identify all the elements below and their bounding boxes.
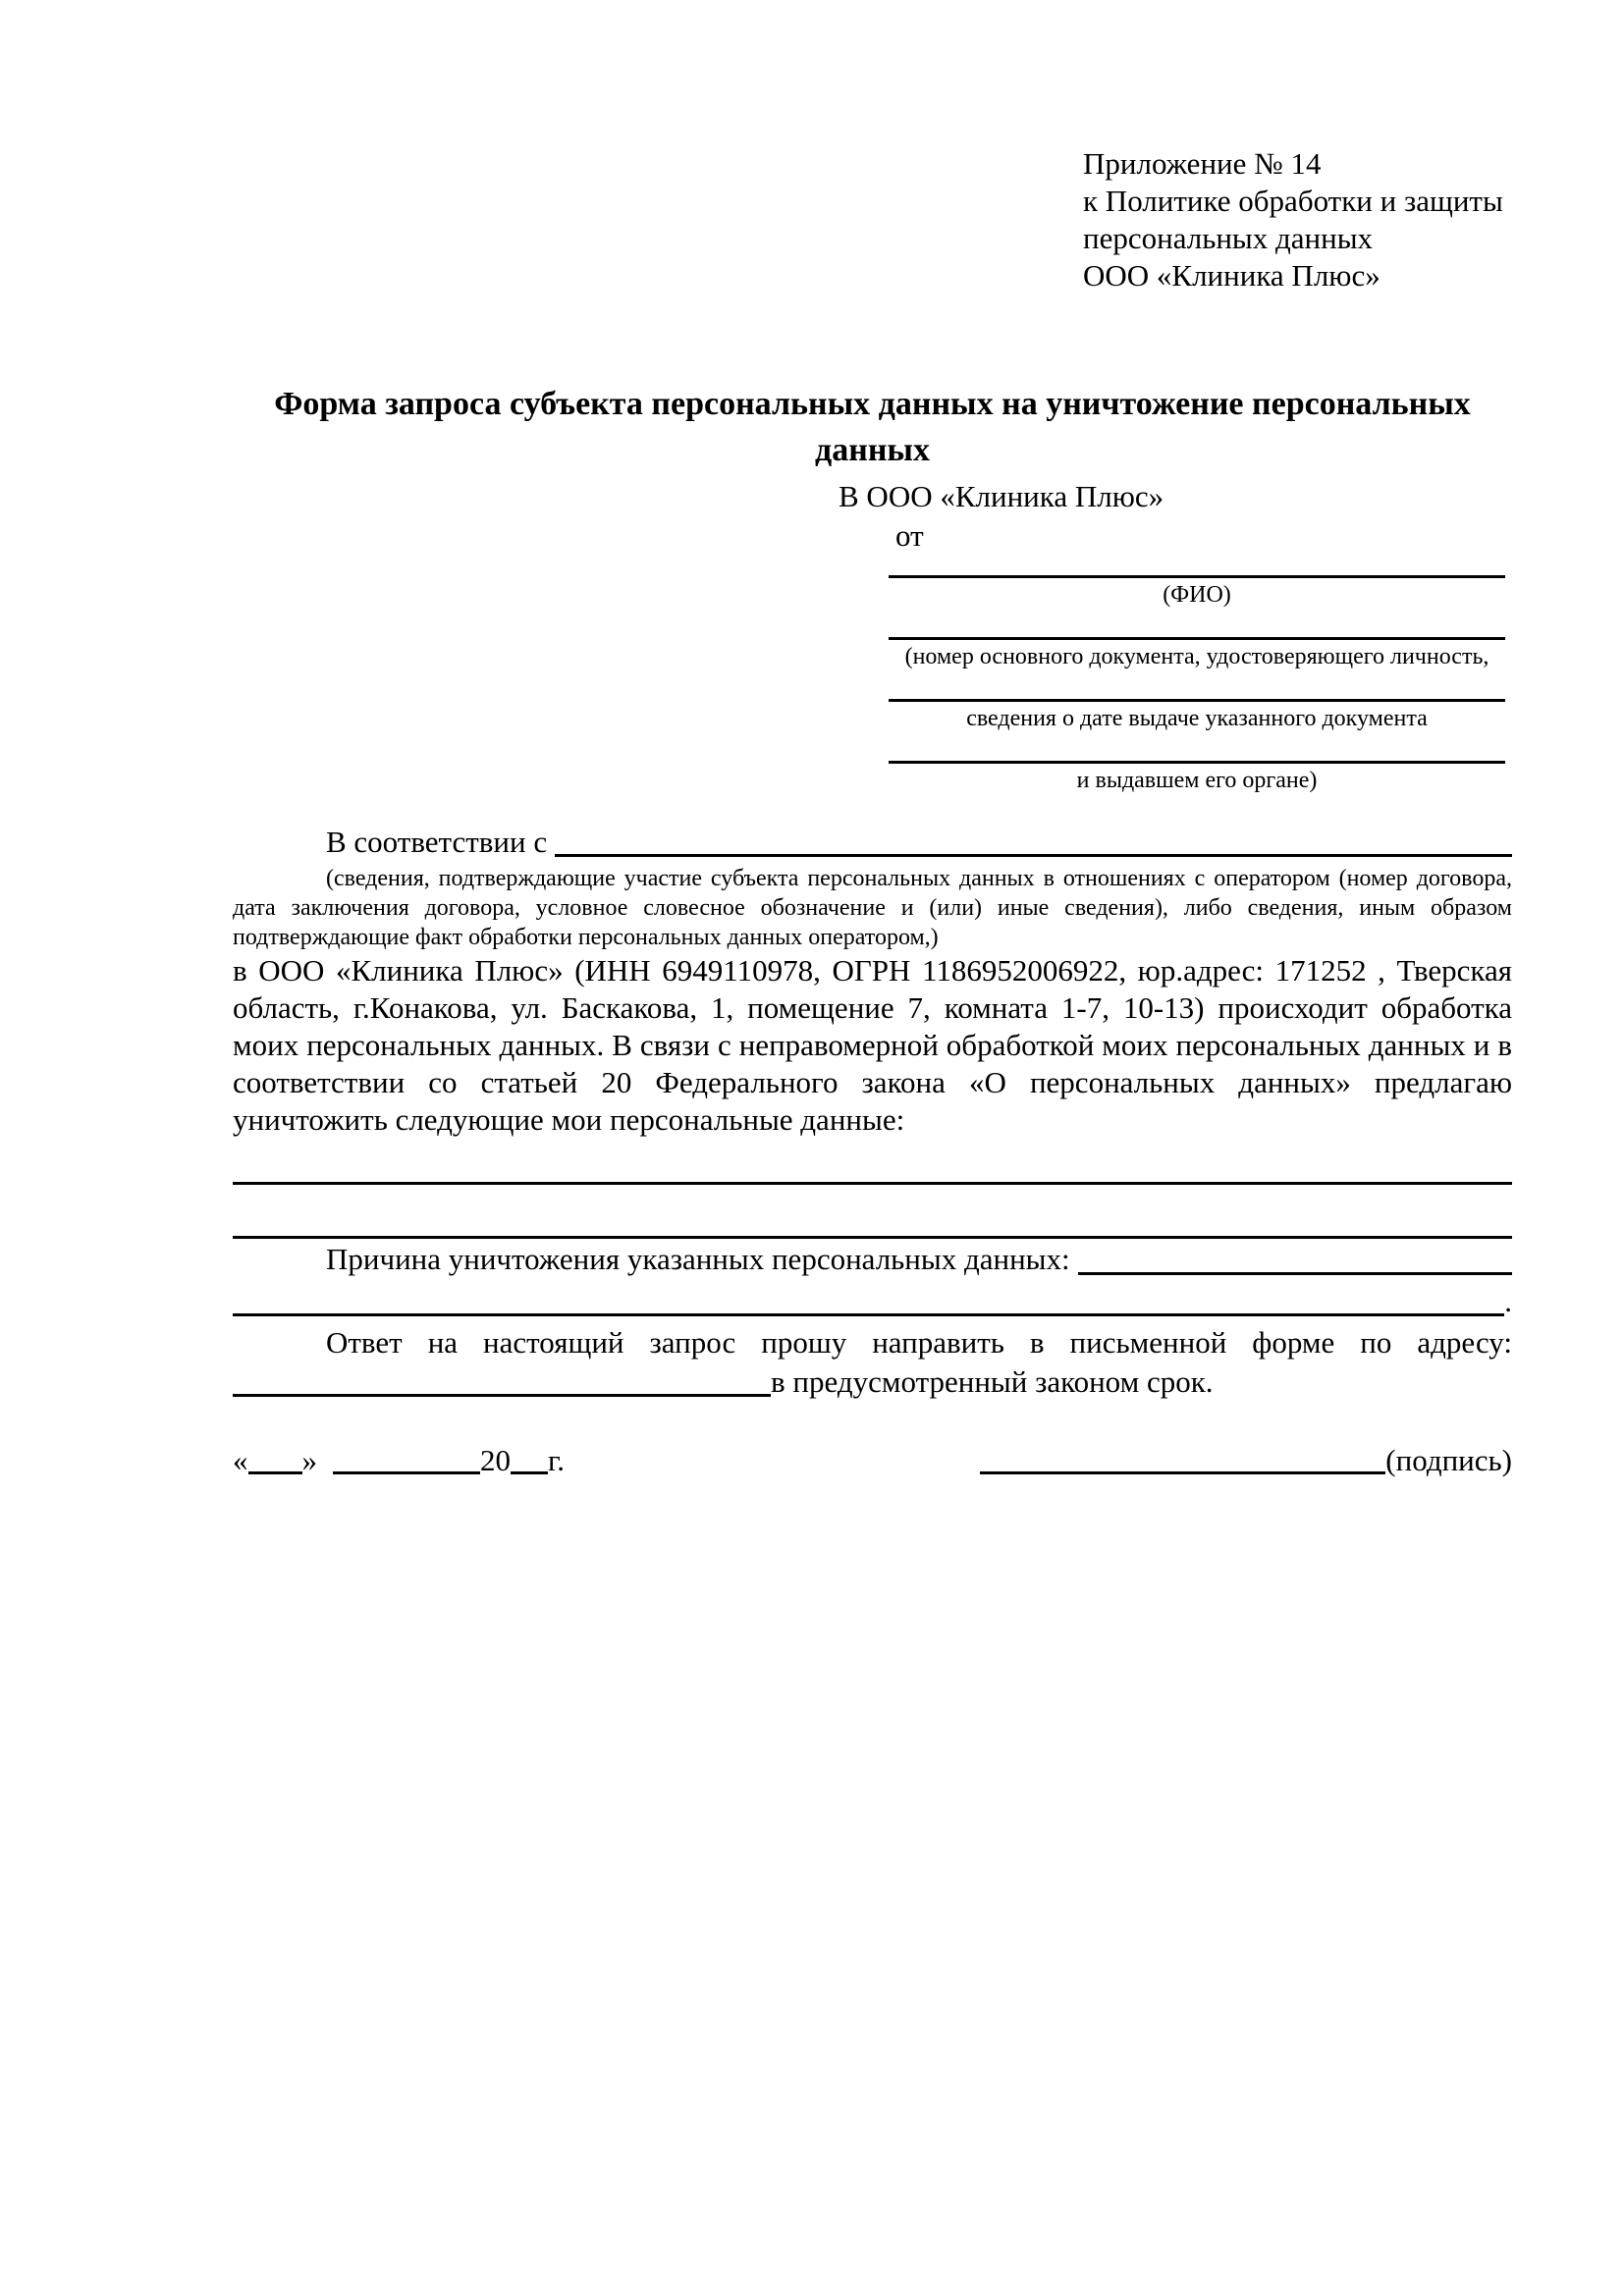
reason-label: Причина уничтожения указанных персональных данных: [326,1242,1070,1276]
accordance-footnote: (сведения, подтверждающие участие субъекта персональных данных в отношениях с оператором (номер договора, дата заключения договора, условное словесное обозначение и (или) иные сведения), либо сведения, иным образом подтверждающие факт обработки персональных данных оператором,) [233,866,1512,950]
accordance-blank-line [555,854,1512,857]
accordance-line [233,823,1512,862]
date-field [233,1441,565,1480]
fio-field [233,565,1512,610]
issue-date-blank-line [889,689,1505,702]
data-blank-line-1 [233,1139,1512,1185]
signature-caption: (подпись) [1385,1443,1512,1477]
address-line [233,1362,1512,1402]
fio-caption: (ФИО) [1163,582,1231,608]
signature-field [980,1441,1512,1480]
year-suffix: г. [548,1443,565,1477]
day-blank-line [248,1471,302,1474]
reason-continuation-line [233,1280,1512,1321]
open-quote: « [233,1443,248,1477]
id-document-caption: (номер основного документа, удостоверяющего личность, [904,644,1489,669]
appendix-note [1083,145,1512,294]
issuer-blank-line [889,751,1505,764]
accordance-prefix: В соответствии с [326,825,548,859]
reason-blank-line [1078,1272,1512,1275]
address-blank-line [233,1394,771,1397]
response-request-line: Ответ на настоящий запрос прошу направить в письменной форме по адресу: [326,1325,1512,1360]
year-prefix: 20 [480,1443,511,1477]
issue-date-caption: сведения о дате выдаче указанного документа [966,706,1428,731]
addressee-line: В ООО «Клиника Плюс» [839,479,1164,513]
year-blank-line [511,1471,548,1474]
appendix-note-line: ООО «Клиника Плюс» [1083,258,1380,293]
id-document-blank-line [889,627,1505,640]
appendix-note-line: Приложение № 14 [1083,146,1322,181]
id-document-field [233,627,1512,671]
document-title: Форма запроса субъекта персональных данных на уничтожение персональных данных [274,386,1471,468]
response-suffix: в предусмотренный законом срок. [771,1364,1214,1399]
reason-period: . [1504,1284,1512,1318]
month-blank-line [333,1471,480,1474]
issuer-field [233,751,1512,795]
reason-line [233,1239,1512,1280]
fio-blank-line [889,565,1505,578]
from-label: от [895,518,924,553]
issue-date-field [233,689,1512,733]
appendix-note-line: персональных данных [1083,221,1374,255]
issuer-caption: и выдавшем его органе) [1076,768,1318,793]
appendix-note-line: к Политике обработки и защиты [1083,184,1503,218]
date-signature-row [233,1441,1512,1480]
data-blank-line-2 [233,1185,1512,1239]
close-quote: » [301,1443,317,1477]
signature-blank-line [980,1471,1385,1474]
body-paragraph: в ООО «Клиника Плюс» (ИНН 6949110978, ОГРН 1186952006922, юр.адрес: 171252 , Тверская область, г.Конакова, ул. Баскакова, 1, помещение 7, комната 1-7, 10-13) происходит обработка моих персональных данных. В связи с неправомерной обработкой моих персональных данных и в соответствии со статьей 20 Федерального закона «О персональных данных» предлагаю уничтожить следующие мои персональные данные: [233,953,1512,1137]
reason-blank-line-2 [233,1313,1504,1316]
